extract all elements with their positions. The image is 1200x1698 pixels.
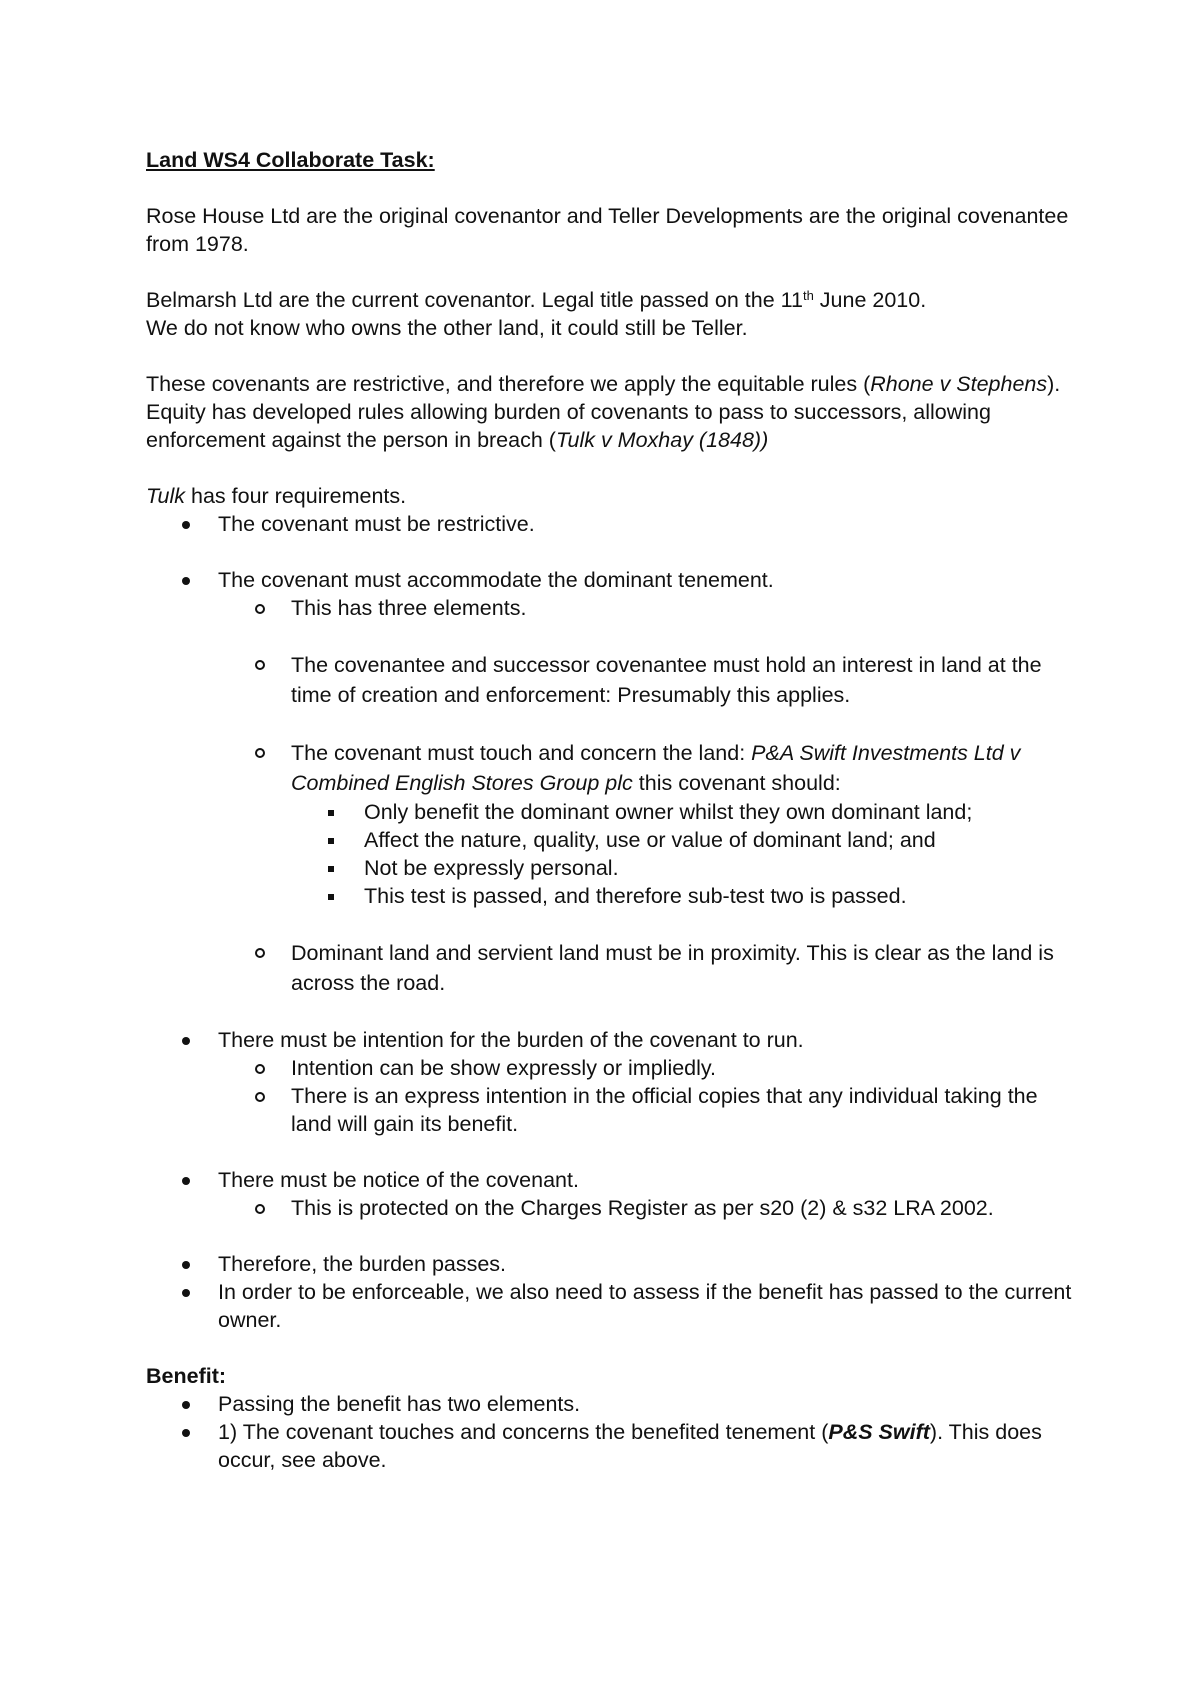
square-bullet-icon	[328, 866, 334, 872]
document-title: Land WS4 Collaborate Task:	[146, 148, 435, 172]
list-item	[146, 1418, 1076, 1474]
req-accommodate: The covenant must accommodate the dominant tenement.	[218, 568, 774, 592]
other-land-text: We do not know who owns the other land, it could still be Teller.	[146, 316, 748, 340]
case-ps-swift: P&S Swift	[828, 1420, 930, 1444]
list-item	[146, 566, 1076, 594]
circle-bullet-icon	[255, 748, 265, 758]
bullet-icon	[182, 1429, 190, 1437]
req-intention: There must be intention for the burden of the covenant to run.	[218, 1028, 804, 1052]
benefit-item-2-text-1: 1) The covenant touches and concerns the benefited tenement (	[218, 1420, 829, 1444]
circle-bullet-icon	[255, 948, 265, 958]
bullet-icon	[182, 1261, 190, 1269]
circle-bullet-icon	[255, 604, 265, 614]
list-item	[146, 854, 1076, 882]
list-item	[146, 510, 1076, 538]
list-item	[146, 1026, 1076, 1054]
case-tulk-moxhay: Tulk v Moxhay (1848))	[555, 428, 769, 452]
list-item	[146, 798, 1076, 826]
tulk-intro-text: has four requirements.	[185, 484, 407, 508]
restrictive-text-2: ). Equity has developed rules allowing burden of covenants to pass to successors, allowing enforcement against the person in breach (	[146, 372, 1061, 452]
list-item	[146, 826, 1076, 854]
bullet-icon	[182, 1289, 190, 1297]
restrictive-text-1: These covenants are restrictive, and therefore we apply the equitable rules (	[146, 372, 871, 396]
benefit-item-1: Passing the benefit has two elements.	[218, 1392, 581, 1416]
conclusion-enforceable: In order to be enforceable, we also need to assess if the benefit has passed to the current owner.	[218, 1280, 1072, 1332]
square-bullet-icon	[328, 894, 334, 900]
benefit-list	[146, 1390, 1076, 1474]
intention-sub: Intention can be show expressly or impliedly.	[291, 1056, 717, 1080]
case-rhone: Rhone v Stephens	[870, 372, 1048, 396]
circle-bullet-icon	[255, 1092, 265, 1102]
list-item	[146, 650, 1076, 710]
list-item	[146, 882, 1076, 910]
intention-sub: There is an express intention in the official copies that any individual taking the land will gain its benefit.	[291, 1084, 1038, 1136]
touch-item: Only benefit the dominant owner whilst they own dominant land;	[364, 800, 973, 824]
benefit-item-2-text-2: ). This does occur, see above.	[218, 1420, 1042, 1472]
interest-element: The covenantee and successor covenantee must hold an interest in land at the time of creation and enforcement: Presumably this applies.	[291, 653, 1042, 707]
list-item	[146, 1390, 1076, 1418]
conclusion-burden: Therefore, the burden passes.	[218, 1252, 507, 1276]
bullet-icon	[182, 1401, 190, 1409]
list-item	[146, 938, 1076, 998]
circle-bullet-icon	[255, 1064, 265, 1074]
list-item	[146, 1082, 1076, 1138]
circle-bullet-icon	[255, 660, 265, 670]
req-notice: There must be notice of the covenant.	[218, 1168, 579, 1192]
list-item	[146, 1194, 1076, 1222]
three-elements: This has three elements.	[291, 596, 527, 620]
current-covenantor-text: Belmarsh Ltd are the current covenantor. Legal title passed on the 11	[146, 288, 803, 312]
requirements-list	[146, 510, 1076, 1334]
touch-text-2: this covenant should:	[632, 771, 841, 795]
notice-sub: This is protected on the Charges Register as per s20 (2) & s32 LRA 2002.	[291, 1196, 994, 1220]
case-tulk: Tulk	[146, 484, 186, 508]
list-item	[146, 1278, 1076, 1334]
benefit-heading: Benefit:	[146, 1364, 227, 1388]
touch-item: This test is passed, and therefore sub-test two is passed.	[364, 884, 907, 908]
paragraph-parties: Rose House Ltd are the original covenantor and Teller Developments are the original covenantee from 1978.	[146, 204, 1069, 256]
paragraph-restrictive	[146, 370, 1076, 454]
case-swift-investments: P&A Swift Investments Ltd v Combined English Stores Group plc	[291, 741, 1021, 795]
list-item	[146, 1250, 1076, 1278]
touch-item: Affect the nature, quality, use or value of dominant land; and	[364, 828, 936, 852]
square-bullet-icon	[328, 838, 334, 844]
date-superscript: th	[802, 288, 814, 303]
paragraph-current-covenantor	[146, 286, 1076, 342]
document-body	[146, 146, 1076, 1474]
square-bullet-icon	[328, 810, 334, 816]
list-item	[146, 594, 1076, 622]
touch-text-1: The covenant must touch and concern the land:	[291, 741, 752, 765]
list-item	[146, 1166, 1076, 1194]
date-text: June 2010.	[813, 288, 927, 312]
list-item	[146, 1054, 1076, 1082]
proximity-element: Dominant land and servient land must be in proximity. This is clear as the land is across the road.	[291, 941, 1054, 995]
circle-bullet-icon	[255, 1204, 265, 1214]
tulk-intro	[146, 482, 1076, 510]
bullet-icon	[182, 1037, 190, 1045]
bullet-icon	[182, 521, 190, 529]
list-item	[146, 738, 1076, 798]
req-restrictive: The covenant must be restrictive.	[218, 512, 535, 536]
touch-item: Not be expressly personal.	[364, 856, 619, 880]
bullet-icon	[182, 577, 190, 585]
bullet-icon	[182, 1177, 190, 1185]
